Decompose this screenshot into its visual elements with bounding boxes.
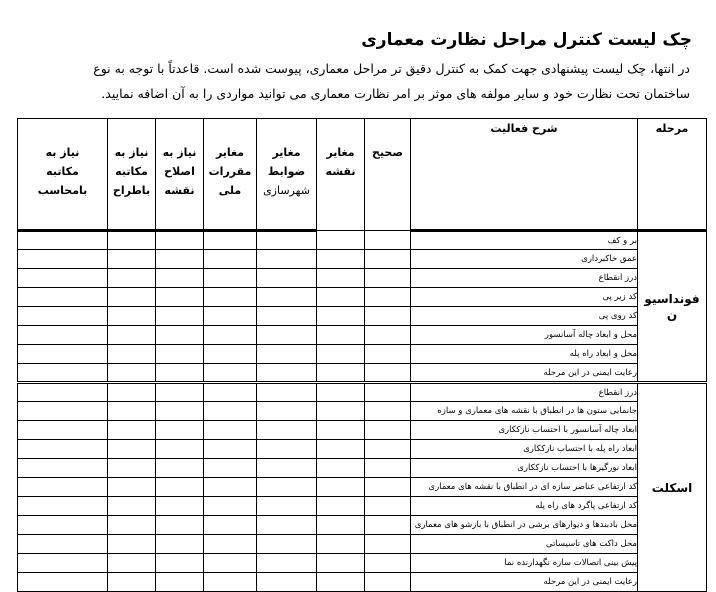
check-cell[interactable] [156,326,204,345]
activity-cell: ابعاد نورگیرها با احتساب نازککاری [411,459,638,478]
check-cell[interactable] [365,497,411,516]
check-cell[interactable] [204,573,257,592]
check-cell[interactable] [365,231,411,250]
check-cell[interactable] [156,288,204,307]
check-cell[interactable] [204,402,257,421]
check-cell[interactable] [156,535,204,554]
check-cell[interactable] [18,364,108,383]
check-cell[interactable] [365,573,411,592]
check-cell[interactable] [317,383,365,402]
check-cell[interactable] [365,459,411,478]
check-cell[interactable] [204,421,257,440]
check-cell[interactable] [317,573,365,592]
table-row [18,307,707,326]
check-cell[interactable] [317,326,365,345]
activity-cell: درز انقطاع [411,269,638,288]
check-cell[interactable] [204,497,257,516]
table-row [18,478,707,497]
check-cell[interactable] [204,326,257,345]
check-cell[interactable] [18,307,108,326]
check-cell[interactable] [18,497,108,516]
check-cell[interactable] [108,535,156,554]
check-cell[interactable] [156,250,204,269]
check-cell[interactable] [317,364,365,383]
check-cell[interactable] [156,345,204,364]
check-cell[interactable] [204,478,257,497]
check-cell[interactable] [156,307,204,326]
check-cell[interactable] [317,440,365,459]
check-cell[interactable] [204,307,257,326]
stage-cell [638,383,707,592]
check-cell[interactable] [156,269,204,288]
check-cell[interactable] [18,269,108,288]
activity-cell: پیش بینی اتصالات سازه نگهدارنده نما [411,554,638,573]
check-cell[interactable] [365,288,411,307]
check-cell[interactable] [257,231,317,250]
check-cell[interactable] [257,535,317,554]
check-cell[interactable] [18,326,108,345]
table-row [18,459,707,478]
check-cell[interactable] [317,288,365,307]
check-cell[interactable] [257,478,317,497]
checklist-table [17,118,707,592]
check-cell[interactable] [317,535,365,554]
activity-cell: ابعاد راه پله با احتساب نازککاری [411,440,638,459]
table-row [18,231,707,250]
check-cell[interactable] [365,326,411,345]
check-cell[interactable] [108,250,156,269]
stage-name: اسکلت [651,480,693,495]
activity-cell: رعایت ایمنی در این مرحله [411,573,638,592]
check-cell[interactable] [204,459,257,478]
table-row [18,345,707,364]
check-cell[interactable] [18,573,108,592]
check-cell[interactable] [257,326,317,345]
check-cell[interactable] [18,421,108,440]
header-activity: شرح فعالیت [411,119,638,231]
table-row [18,288,707,307]
table-row [18,516,707,535]
header-national-conflict: مغایر مقررات ملی [204,119,257,231]
check-cell[interactable] [317,307,365,326]
page-title: چک لیست کنترل مراحل نظارت معماری [361,30,692,50]
check-cell[interactable] [257,554,317,573]
table-row [18,364,707,383]
header-letter-engineer: نیاز به مکاتبه بامحاسب [18,119,108,231]
check-cell[interactable] [204,250,257,269]
check-cell[interactable] [18,535,108,554]
activity-cell: کد ارتفاعی عناصر سازه ای در انطباق با نقشه های معماری [411,478,638,497]
check-cell[interactable] [18,250,108,269]
check-cell[interactable] [317,459,365,478]
check-cell[interactable] [156,383,204,402]
check-cell[interactable] [317,497,365,516]
activity-cell: محل و ابعاد چاله آسانسور [411,326,638,345]
check-cell[interactable] [257,345,317,364]
check-cell[interactable] [108,307,156,326]
check-cell[interactable] [156,554,204,573]
check-cell[interactable] [317,554,365,573]
intro-line-2: ساختمان تحت نظارت خود و سایر مولفه های موثر بر امر نظارت معماری می توانید مواردی را به آن اضافه نمایید. [101,86,690,101]
check-cell[interactable] [365,307,411,326]
check-cell[interactable] [156,421,204,440]
check-cell[interactable] [108,421,156,440]
check-cell[interactable] [108,573,156,592]
table-row [18,402,707,421]
check-cell[interactable] [156,478,204,497]
check-cell[interactable] [317,478,365,497]
check-cell[interactable] [365,478,411,497]
check-cell[interactable] [257,497,317,516]
check-cell[interactable] [204,535,257,554]
check-cell[interactable] [108,402,156,421]
check-cell[interactable] [257,269,317,288]
check-cell[interactable] [365,383,411,402]
check-cell[interactable] [365,554,411,573]
check-cell[interactable] [365,440,411,459]
check-cell[interactable] [365,535,411,554]
check-cell[interactable] [204,554,257,573]
check-cell[interactable] [317,402,365,421]
activity-cell: کد روی پی [411,307,638,326]
check-cell[interactable] [365,402,411,421]
header-letter-designer: نیاز به مکاتبه باطراح [108,119,156,231]
check-cell[interactable] [156,573,204,592]
check-cell[interactable] [257,516,317,535]
check-cell[interactable] [257,364,317,383]
activity-cell: درز انقطاع [411,383,638,402]
check-cell[interactable] [108,516,156,535]
check-cell[interactable] [18,554,108,573]
check-cell[interactable] [18,288,108,307]
check-cell[interactable] [317,421,365,440]
table-row [18,383,707,402]
check-cell[interactable] [257,402,317,421]
check-cell[interactable] [204,231,257,250]
header-plan-conflict: مغایر نقشه [317,119,365,231]
activity-cell: کد ارتفاعی پاگرد های راه پله [411,497,638,516]
check-cell[interactable] [108,345,156,364]
check-cell[interactable] [365,250,411,269]
activity-cell: عمق خاکبرداری [411,250,638,269]
activity-cell: محل و ابعاد راه پله [411,345,638,364]
check-cell[interactable] [317,269,365,288]
table-row [18,554,707,573]
table-row [18,269,707,288]
stage-cell [638,231,707,383]
header-urban-conflict: مغایر ضوابط شهرسازی [257,119,317,231]
check-cell[interactable] [204,288,257,307]
check-cell[interactable] [18,231,108,250]
table-row [18,497,707,516]
check-cell[interactable] [18,345,108,364]
activity-cell: کد زیر پی [411,288,638,307]
check-cell[interactable] [365,421,411,440]
check-cell[interactable] [156,516,204,535]
check-cell[interactable] [257,459,317,478]
check-cell[interactable] [365,269,411,288]
check-cell[interactable] [317,516,365,535]
stage-name-continued: ن [666,307,678,322]
check-cell[interactable] [108,383,156,402]
check-cell[interactable] [317,345,365,364]
check-cell[interactable] [108,478,156,497]
check-cell[interactable] [317,250,365,269]
activity-cell: رعایت ایمنی در این مرحله [411,364,638,383]
check-cell[interactable] [108,288,156,307]
table-row [18,326,707,345]
table-row [18,440,707,459]
intro-line-1: در انتها، چک لیست پیشنهادی جهت کمک به کنترل دقیق تر مراحل معماری، پیوست شده است. قاعدتاً با توجه به نوع [93,61,690,76]
check-cell[interactable] [156,497,204,516]
table-row [18,421,707,440]
check-cell[interactable] [108,231,156,250]
check-cell[interactable] [108,269,156,288]
stage-name: فونداسیو [644,291,700,306]
activity-cell: محل بادبندها و دیوارهای برشی در انطباق با بازشو های معماری [411,516,638,535]
check-cell[interactable] [156,364,204,383]
check-cell[interactable] [18,478,108,497]
check-cell[interactable] [204,364,257,383]
check-cell[interactable] [317,231,365,250]
check-cell[interactable] [365,345,411,364]
check-cell[interactable] [156,231,204,250]
check-cell[interactable] [204,383,257,402]
check-cell[interactable] [156,402,204,421]
check-cell[interactable] [257,383,317,402]
intro-paragraph [14,56,690,106]
check-cell[interactable] [257,288,317,307]
check-cell[interactable] [108,364,156,383]
check-cell[interactable] [108,326,156,345]
check-cell[interactable] [257,421,317,440]
check-cell[interactable] [108,440,156,459]
check-cell[interactable] [365,516,411,535]
check-cell[interactable] [18,516,108,535]
check-cell[interactable] [108,459,156,478]
check-cell[interactable] [257,440,317,459]
check-cell[interactable] [204,345,257,364]
activity-cell: جانمایی ستون ها در انطباق با نقشه های معماری و سازه [411,402,638,421]
activity-cell: ابعاد چاله آسانسور با احتساب نازککاری [411,421,638,440]
header-needs-fix: نیاز به اصلاح نقشه [156,119,204,231]
activity-cell: بر و کف [411,231,638,250]
check-cell[interactable] [108,554,156,573]
table-row [18,250,707,269]
check-cell[interactable] [204,269,257,288]
check-cell[interactable] [156,440,204,459]
check-cell[interactable] [18,402,108,421]
check-cell[interactable] [18,459,108,478]
check-cell[interactable] [257,307,317,326]
check-cell[interactable] [257,573,317,592]
check-cell[interactable] [365,364,411,383]
check-cell[interactable] [108,497,156,516]
table-row [18,535,707,554]
check-cell[interactable] [204,440,257,459]
check-cell[interactable] [257,250,317,269]
header-stage: مرحله [638,119,707,231]
check-cell[interactable] [156,459,204,478]
table-row [18,573,707,592]
activity-cell: محل داکت های تاسیساتی [411,535,638,554]
check-cell[interactable] [18,440,108,459]
check-cell[interactable] [18,383,108,402]
header-correct: صحیح [365,119,411,231]
check-cell[interactable] [204,516,257,535]
